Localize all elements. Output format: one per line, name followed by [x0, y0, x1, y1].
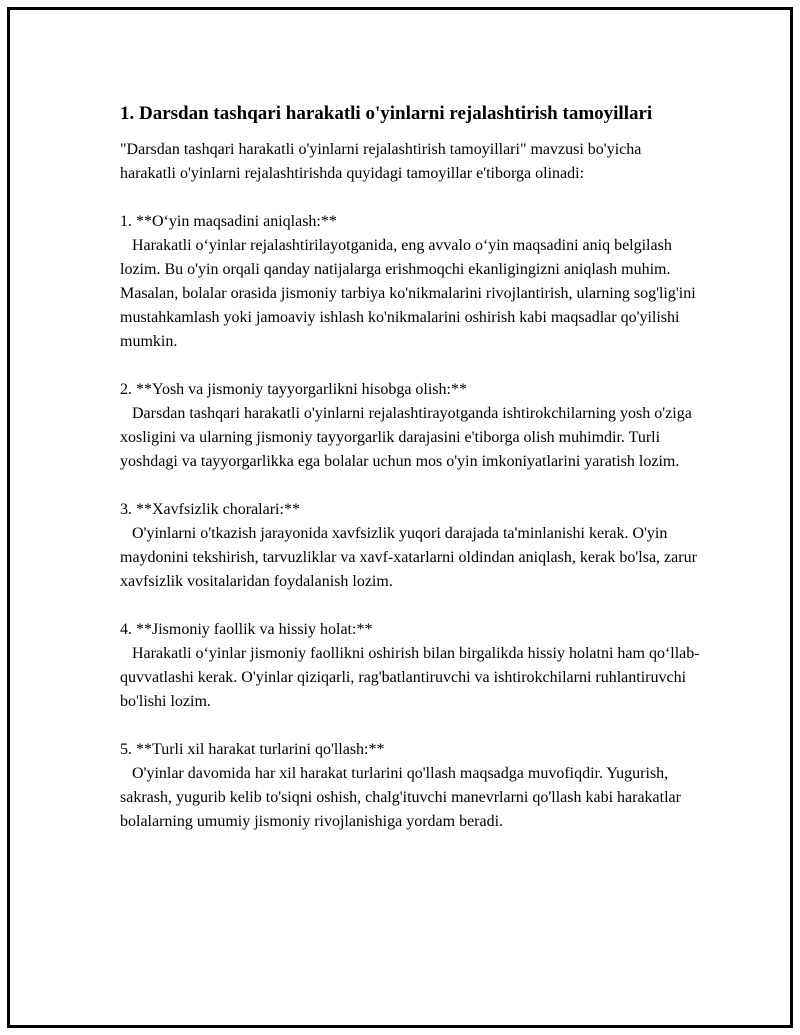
document-page: [7, 7, 793, 1028]
section-heading: 3. **Xavfsizlik choralari:**: [120, 501, 300, 518]
section-heading: 5. **Turli xil harakat turlarini qo'llash:**: [120, 741, 385, 758]
section-body: O'yinlar davomida har xil harakat turlarini qo'llash maqsadga muvofiqdir. Yugurish, sakrash, yugurib kelib to'siqni oshish, chalg'ituvchi manevrlarni qo'llash kabi harakatlar bolalarning umumiy jismoniy rivojlanishiga yordam beradi.: [120, 765, 685, 830]
intro-paragraph: "Darsdan tashqari harakatli o'yinlarni rejalashtirish tamoyillari" mavzusi bo'yicha harakatli o'yinlarni rejalashtirishda quyidagi tamoyillar e'tiborga olinadi:: [120, 141, 642, 182]
section-age-fitness: [120, 378, 700, 474]
section-body: Harakatli o‘yinlar jismoniy faollikni oshirish bilan birgalikda hissiy holatni ham qo‘llab-quvvatlashi kerak. O'yinlar qiziqarli, rag'batlantiruvchi va ishtirokchilarni ruhlantiruvchi bo'lishi lozim.: [120, 645, 700, 710]
document-title: 1. Darsdan tashqari harakatli o'yinlarni rejalashtirish tamoyillari: [120, 103, 653, 124]
document-content: [120, 100, 700, 834]
section-heading: 4. **Jismoniy faollik va hissiy holat:**: [120, 621, 373, 638]
section-movement-types: [120, 738, 700, 834]
section-body: Harakatli o‘yinlar rejalashtirilayotganida, eng avvalo o‘yin maqsadini aniq belgilash lozim. Bu o'yin orqali qanday natijalarga erishmoqchi ekanligingizni aniqlash muhim. Masalan, bolalar orasida jismoniy tarbiya ko'nikmalarini rivojlantirish, ularning sog'lig'ini mustahkamlash yoki jamoaviy ishlash ko'nikmalarini oshirish kabi maqsadlar qo'yilishi mumkin.: [120, 237, 700, 350]
section-activity-emotion: [120, 618, 700, 714]
section-safety: [120, 498, 700, 594]
section-body: Darsdan tashqari harakatli o'yinlarni rejalashtirayotganda ishtirokchilarning yosh o'ziga xosligini va ularning jismoniy tayyorgarlik darajasini e'tiborga olish muhimdir. Turli yoshdagi va tayyorgarlikka ega bolalar uchun mos o'yin imkoniyatlarini yaratish lozim.: [120, 405, 696, 470]
section-heading: 1. **O‘yin maqsadini aniqlash:**: [120, 213, 337, 230]
section-goal: [120, 210, 700, 354]
section-body: O'yinlarni o'tkazish jarayonida xavfsizlik yuqori darajada ta'minlanishi kerak. O'yin maydonini tekshirish, tarvuzliklar va xavf-xatarlarni oldindan aniqlash, kerak bo'lsa, zarur xavfsizlik vositalaridan foydalanish lozim.: [120, 525, 701, 590]
section-heading: 2. **Yosh va jismoniy tayyorgarlikni hisobga olish:**: [120, 381, 467, 398]
